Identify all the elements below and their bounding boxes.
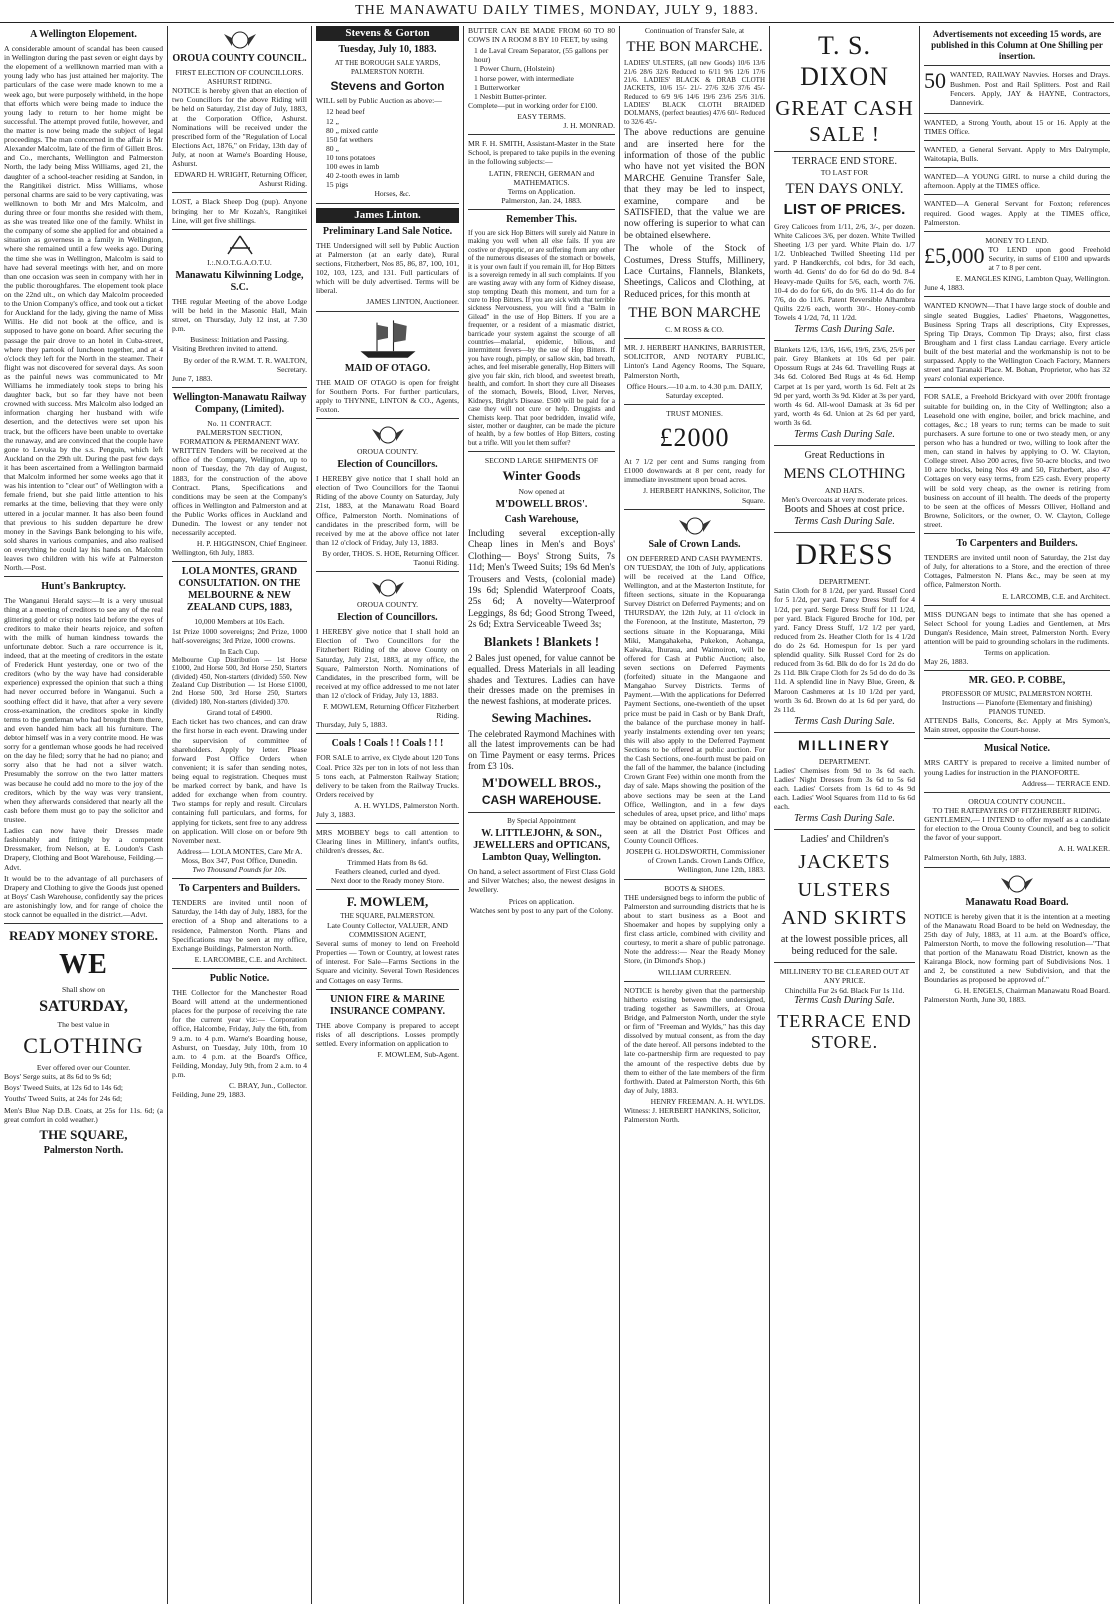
terms-5: Terms Cash During Sale.	[794, 813, 895, 825]
lodge-sign: By order of the R.W.M. T. R. WALTON, Secretary.	[183, 355, 307, 374]
butter-terms: EASY TERMS.	[517, 111, 566, 121]
stock-item: 80 „ mixed cattle	[326, 125, 379, 135]
remember-title: Remember This.	[506, 213, 577, 225]
terms-3: Terms Cash During Sale.	[794, 516, 895, 528]
to-last: TO LAST FOR	[820, 167, 869, 177]
great-cash-sale: GREAT CASH SALE !	[775, 96, 914, 146]
witness: Witness: J. HERBERT HANKINS, Solicitor, Palmerston North.	[624, 1106, 761, 1125]
lodge-date: June 7, 1883.	[172, 373, 213, 383]
crest-icon	[997, 872, 1037, 894]
clothing-item-4: Men's Blue Nap D.B. Coats, at 25s for 11s. 6d; (a great comfort in cold weather.)	[4, 1105, 163, 1124]
millinery-title: MILLINERY	[798, 736, 891, 753]
stevens-banner: Stevens & Gorton	[316, 26, 459, 41]
fifty: 50	[924, 68, 946, 94]
prices-4: Ladies' Chemises from 9d to 3s 6d each. Ladies' Night Dresses from 3s 6d to 5s 6d each. Ladies' Corsets from 1s 6d to 4s 9d each. Ladies' Wool Squares from 11d to 6s 6d each.	[774, 765, 915, 812]
walker-date: Palmerston North, 6th July, 1883.	[924, 853, 1027, 863]
dress-department: DEPARTMENT.	[818, 577, 871, 587]
lodge-business: Business: Initiation and Passing.	[190, 335, 289, 345]
crown-lands-title: Sale of Crown Lands.	[648, 538, 741, 550]
lodge-text: THE regular Meeting of the above Lodge will be held in the Masonic Hall, Main street, on Thursday, July 12 inst, at 7.30 p.m.	[172, 296, 307, 334]
public-notice-sign: C. BRAY, Jun., Collector.	[228, 1081, 307, 1091]
mowlem-sub: THE SQUARE, PALMERSTON.	[340, 912, 435, 921]
oroua-county-2: OROUA COUNTY.	[356, 600, 419, 610]
wanted-1: WANTED, RAILWAY Navvies. Horses and Drays. Bushmen. Post and Rail Splitters. Post and Rail Fencers. Apply, JAY & HAYNE, Contractors, Dannevirk.	[950, 70, 1110, 107]
union-sign: F. MOWLEM, Sub-Agent.	[377, 1049, 459, 1059]
coals-sign: A. H. WYLDS, Palmerston North.	[354, 801, 459, 811]
money-to-lend: MONEY TO LEND.	[985, 235, 1049, 245]
feathers: Feathers cleaned, curled and dyed.	[335, 866, 440, 876]
column-2	[168, 26, 312, 1604]
prices-1: Grey Calicoes from 1/11, 2/6, 3/-, per dozen. White Calicoes 3/6, per dozen. White Twilled Sheeting 1/3 per yard. White Plain do. 1/7 1/2. Unbleached Twilled Sheeting 11d per yard. P Handkerchfs, col bdrs, for 3d each, worth 4d. Gents' do do for 6d do do 9d. 8-4 Heavy-made Quilts for 5/6, each, worth 7/6. 10-4 do do for 6/6, do do 9/6. 11-4 do do for 7/6, do do 11/6. Patent Reversible Alhambra Quilts 22/6 each, worth 30/-. Honey-comb Towels 4 1/2d, 7d, 11 1/2d.	[774, 221, 915, 322]
mdowell-name: M'DOWELL BROS'.	[495, 498, 588, 510]
wanted-4: WANTED—A YOUNG GIRL to nurse a child during the afternoon. Apply at the TIMES office.	[924, 172, 1110, 191]
borough-yards: AT THE BOROUGH SALE YARDS, PALMERSTON NORTH.	[334, 59, 441, 76]
partnership-sign: HENRY FREEMAN. A. H. WYLDS.	[650, 1096, 765, 1106]
boots-text: THE undersigned begs to inform the public of Palmerston and surrounding districts that he is about to start business as a Boot and Shoemaker and hopes by supplying only a first class article, combined with civility and courtesy, to merit a share of public patronage. Note the address:— Near the Ready Money Store, (in Dimond's Shop.)	[624, 892, 765, 966]
crest-icon	[368, 423, 408, 445]
brickyard: FOR SALE, a Freehold Brickyard with over 200ft frontage suitable for building on, in the City of Wellington; also a Leasehold one with engine, boiler, and brick machine, and cottages, &c.; 18 years to run; terms can be made to suit purchasers. A sure fortune to one or two steady men, or any person who has a hundred or two, willing to look after the men, can stand in halves by applying to O. W. Clayton, College street. Also 200 acres, five 50-acre blocks, and two 10 acre blocks, being Nos 49 and 50, Fitzherbert, also 47 Cottages on very easy terms, from £25 cash. Every property will be sold very cheap, as the owner is retiring from business on account of ill health. The deeds of the property to be seen at the offices of Messrs Olliver, Holland and Browne, Solicitors, or the owner, O. W. Clayton, College street.	[924, 392, 1110, 529]
and-hats: AND HATS.	[824, 486, 865, 496]
ross-co: C. M ROSS & CO.	[665, 325, 724, 335]
wanted-2: WANTED, a Strong Youth, about 15 or 16. Apply at the TIMES Office.	[924, 117, 1110, 136]
election-title-1: Election of Councillors.	[337, 459, 438, 471]
column-3	[312, 26, 464, 1604]
carpenters-text: TENDERS are invited until noon of Saturday, the 14th day of July, 1883, for the erection of a Shop and alterations to a residence, Palmerston North. Plans and Specifications may be seen at my office, Exchange Buildings, Palmerston North.	[172, 898, 307, 953]
boots-cost: Boots and Shoes at cost price.	[784, 504, 905, 516]
mowlem-banner: F. MOWLEM,	[346, 893, 429, 909]
crest-icon	[220, 28, 260, 50]
terms-1: Terms Cash During Sale.	[794, 324, 895, 336]
stock-item: 12 „	[326, 116, 339, 126]
terms-4: Terms Cash During Sale.	[794, 715, 895, 727]
stock-item: 10 tons potatoes	[326, 153, 376, 163]
saturday-heading: SATURDAY,	[39, 998, 128, 1016]
winter-goods-title: Winter Goods	[502, 468, 581, 484]
maid-title: MAID OF OTAGO.	[344, 362, 431, 374]
lola-total: Grand total of £4900.	[206, 708, 273, 718]
dress-title: DRESS	[795, 538, 894, 572]
mowlem-text: Several sums of money to lend on Freehold Properties — Town or Country, at lowest rates of interest. For Sale—Farms Sections in the Square and vicinity. Several Town Residences and Cottages on easy Terms.	[316, 939, 459, 985]
stock-item: 12 head beef	[326, 107, 365, 117]
reduction-text: The above reductions are genuine and are inserted here for the information of those of the public who have not yet visited the BON MARCHE Genuine Transfer Sale, that they may be led to inspect, examine, compare and be SATISFIED, that the value we are now offering is superior to what can be obtained elsewhere.	[624, 128, 765, 241]
stock-item: 15 pigs	[326, 180, 349, 190]
column-4	[464, 26, 620, 1604]
butter-item: 1 Power Churn, (Holstein)	[474, 64, 555, 74]
hunt-text: The Wanganui Herald says:—It is a very unusual thing at a meeting of creditors to see any of the real glittering gold or crisp notes laid before the eyes of creditors to make their hearts rejoice, and soften with the milk of human kindness towards the unfortunate debtor. Such a rare occurrence is it, indeed, that at the meeting of creditors in the estate of Frederick Hunt yesterday, one or two of the creditors (who by the way have had considerable experience) expressed the opinion that such a thing had never occurred before in Wanganui. Such a soothing effect did it have, that after a very severe cross-examination, the creditors spoke in kindly terms to the gentleman who had brought them there, and even handed him back all his furniture. The debtor himself was in a very contrite mood. He was sorry for a gentleman whose goods he had received on the day he filed; sorry that he had no piano; and sorry also that he had not a silver watch. Presumably the sorrow on the two latter matters was because he could add no more to the joy of the creditors, which by the way was very transient, when they afterwards considered that nearly all the cash before them must go to pay the solicitor and trustee.	[4, 596, 163, 824]
lola-prizes: 1st Prize 1000 sovereigns; 2nd Prize, 1000 half-sovereigns; 3rd Prize, 1000 crowns.	[172, 626, 307, 645]
mdowell-bros: M'DOWELL BROS.,	[482, 774, 601, 790]
stock-item: 100 ewes in lamb	[326, 162, 380, 172]
elopement-title: A Wellington Elopement.	[30, 29, 137, 40]
railway-title: Wellington-Manawatu Railway Company, (Limited).	[172, 391, 307, 415]
two-thousand: £2000	[659, 422, 730, 452]
trust-text: At 7 1/2 per cent and Sums ranging from £1000 downwards at 8 per cent, ready for immediate investment upon broad acres.	[624, 457, 765, 485]
lodge-header: I.:.N.O.T.G.A.O.T.U.	[207, 257, 272, 267]
sale-date: Tuesday, July 10, 1883.	[338, 44, 437, 56]
lodge-title: Manawatu Kilwinning Lodge, S.C.	[175, 269, 304, 293]
special-appointment: By Special Appointment	[507, 816, 576, 825]
sewing-text: The celebrated Raymond Machines with all the latest improvements can be had on Time Payment or easy terms. Prices from £3 10s.	[468, 728, 615, 772]
linton-sign: JAMES LINTON, Auctioneer.	[366, 297, 459, 307]
carpenters-title: To Carpenters and Builders.	[178, 883, 301, 895]
wanted-3: WANTED, a General Servant. Apply to Mrs Dalrymple, Waitotapia, Bulls.	[924, 145, 1110, 164]
carpenters-2-sign: E. LARCOMB, C.E. and Architect.	[1002, 591, 1110, 601]
railway-contract: No. 11 CONTRACT.	[207, 418, 272, 428]
blankets-text: 2 Bales just opened, for value cannot be equalled. Dress Materials in all leading shades and Textures. Ladies can have their dresses made on the premises in the newest fashions, at moderate prices.	[468, 653, 615, 707]
ladies-children: Ladies' and Children's	[800, 834, 889, 846]
cobbe-title: MR. GEO. P. COBBE,	[968, 675, 1066, 687]
money-sign: E. MANGLES KING, Lambton Quay, Wellington.	[955, 274, 1110, 284]
election-title-2: Election of Councillors.	[337, 612, 438, 624]
railway-sign: H. P. HIGGINSON, Chief Engineer.	[196, 539, 307, 549]
public-notice-title: Public Notice.	[209, 973, 270, 984]
pianos-tuned: PIANOS TUNED.	[988, 707, 1046, 717]
mens-clothing: MENS CLOTHING	[783, 466, 906, 483]
skirts: AND SKIRTS	[781, 907, 908, 930]
walker: A. H. WALKER.	[1058, 844, 1110, 854]
coals-date: July 3, 1883.	[316, 810, 356, 820]
linton-banner: James Linton.	[316, 208, 459, 223]
column-5	[620, 26, 770, 1604]
lola-title: LOLA MONTES, GRAND CONSULTATION. ON THE MELBOURNE & NEW ZEALAND CUPS, 1883,	[178, 566, 301, 614]
bon-marche-title: THE BON MARCHE.	[626, 39, 763, 56]
cash-warehouse: Cash Warehouse,	[504, 513, 579, 525]
stock-item: 80 „	[326, 143, 339, 153]
election-text-1: I HEREBY give notice that I shall hold an election of Two Councillors for the Taonui Riding of the above County on Saturday, July 21st, 1883, at the Manawatu Road Board Office, Palmerston North. Nominations of candidates in the prescribed form, will be received by me at the above office not later than 12 o'clock of Friday, July 13, 1883.	[316, 474, 459, 547]
second-large: SECOND LARGE SHIPMENTS OF	[484, 456, 599, 466]
carpenters-2-title: To Carpenters and Builders.	[956, 538, 1078, 550]
ten-days: TEN DAYS ONLY.	[785, 180, 904, 197]
crown-lands-text: ON TUESDAY, the 10th of July, applications will be received at the Land Office, Wellington, and at the Masterton Institute, for fifteen sections, situate in the Kopuaranga Survey District on Deferred Payments; and on THURSDAY, the 12th July, at 11 o'clock in the Forenoon, at the Institute, Masterton, 79 sections situate in the Kopuaranga, Miki Miki, Mangahakeha, Pukekon, Aohanga, Kaiwaka, Ihuraua, and Waimoiron, will be offered for Cash at Public Auction; also, seven sections on Deferred Payments (forfeited) situate in the Mangaone and Mangahao Survey Districts. Terms of Payment.—With the applications for Deferred Payment Sections, one-twentieth of the upset price must be paid in Cash or by Bank Draft, the balance of the purchase money in half-yearly instalments extending over ten years; this will also apply to the Deferred Payment Sections to be offered at public auction. For the Cash Sections, one-fourth must be paid on the fall of the hammer, the balance (including Crown Grant Fee) within one month from the day of sale. Maps showing the position of the above sections may be seen at the Land Office, Wellington, and in a few days schedules of area, upset price, and litho' maps may be obtained on application, and may be seen at all the District Post Offices and County Council Offices.	[624, 562, 765, 846]
musical-notice: Musical Notice.	[983, 743, 1051, 755]
blankets-title: Blankets ! Blankets !	[483, 634, 600, 650]
crest-icon	[675, 514, 715, 536]
ready-money-heading: READY MONEY STORE.	[9, 928, 158, 944]
price-lines: LADIES' ULSTERS, (all new Goods) 10/6 13/6 21/6 28/6 32/6 Reduced to 6/11 9/6 12/6 17/6 21/6. LADIES' BLACK & DRAB CLOTH JACKETS, 10/6 15/- 21/- 27/6 32/6 37/6 45/- Reduced to 6/9 9/6 14/6 19/6 23/6 25/6 31/6. LADIES' BLACK CLOTH BRAIDED DOLMANS, (perfect beauties) 47/6 60/- Reduced to 32/6 45/-	[624, 59, 765, 126]
office-hours: Office Hours.—10 a.m. to 4.30 p.m. DAILY, Saturday excepted.	[626, 381, 763, 400]
dungan-terms: Terms on application.	[984, 648, 1050, 658]
carpenters-2-text: TENDERS are invited until noon of Saturday, the 21st day of July, for alterations to a Store, and the erection of three Cottages, Palmerston N. Plans &c., may be seen at my office, Palmerston North.	[924, 553, 1110, 590]
partnership-text: NOTICE is hereby given that the partnership hitherto existing between the undersigned, trading together as Sawmillers, at Oroua Bridge, and Palmerston North, under the style or firm of "Freeman and Wylds," has this day dissolved by mutual consent, as from the day of the date hereof. All persons indebted to the late co-partnership firm are requested to pay the amount of the respective debts due by them to either of the late members of the firm forthwith. Dated at Palmerston North, this 6th day of July, 1883.	[624, 985, 765, 1095]
advantage-text: It would be to the advantage of all purchasers of Drapery and Clothing to give the Goods just opened at Boys' Cash Warehouse, confidently say the prices are astonishingly low, and for range of choice the stock cannot be equalled in the district.—Advt.	[4, 873, 163, 920]
prices-2: Blankets 12/6, 13/6, 16/6, 19/6, 23/6, 25/6 per pair. Grey Blankets at 10s 6d per pair. Opossum Rugs at 24s 6d. Travelling Rugs at 34s 6d. Colored Bed Rugs at 4s 6d. Hemp Carpet at 1s per yard, worth 1s 6d. Felt at 2s 9d per yard, worth 3s 9d. Kider at 3s per yard, worth 4s 6d. All-wool Damask at 3s 6d per yard, worth 4s 6d. Union at 2s 6d per yard, worth 3s 6d.	[774, 345, 915, 427]
railway-text: WRITTEN Tenders will be received at the office of the Company, Wellington, up to noon of Tuesday, the 7th day of August, 1883, for the construction of the above Contract. Plans, Specifications and conditions may be seen at the Company's offices in Wellington and Palmerston and at the Public Works offices in Auckland and Dunedin. The lowest or any tender not necessarily accepted.	[172, 446, 307, 538]
butter-text: BUTTER CAN BE MADE FROM 60 TO 80 COWS IN A ROOM 8 BY 10 FEET, by using	[468, 26, 615, 45]
prices-3: Satin Cloth for 8 1/2d, per yard. Russel Cord for 5 1/2d, per yard. Fancy Dress Stuff for 4 1/2d, per yard. Serge Dress Stuff for 11 1/2d, per yard. Black Figured Broche for 10d, per yard. Fancy Dress Stuff, 1/2 1/2 per yard, reduced from 2s. Heather Cloth for 1s 4 1/2d do do 2s 6d. Homespun for 1s per yard splendid quality. Silk Russel Cord for 2s do reduced from 3s 6d. Blk do do for 1s 2d do do 2s 11d. Blk Crape Cloth for 2s 5d do do do 3s 11d. A splendid line in Navy Blue, Green, & Maroon Cashmeres at 1s 10 1/2d per yard, worth 3s 6d. Brown do at 1s 6d per yard, do 2s 11d.	[774, 586, 915, 714]
butter-item: 1 Nesbitt Butter-printer.	[474, 91, 547, 101]
ship-icon	[353, 316, 423, 360]
littlejohn-prices: Prices on application.	[508, 896, 575, 906]
land-sale-title: Preliminary Land Sale Notice.	[322, 225, 453, 237]
column-1	[0, 26, 168, 1604]
wanted-5: WANTED—A General Servant for Foxton; references required. Good wages. Apply at the TIMES office, Palmerston.	[924, 199, 1110, 227]
great-reductions: Great Reductions in	[804, 450, 885, 462]
butter-item: 1 horse power, with intermediate	[474, 73, 574, 83]
ashurst-notice: NOTICE is hereby given that an election of two Councillors for the above Riding will be held on Saturday, 21st day of July, 1883, at the Corporation Office, Ashurst. Nominations will be received under the prescribed form of the "Regulation of Local Elections Act, 1876," on Friday, 13th day of July, at noon at Warne's Boarding House, Ashurst.	[172, 86, 307, 169]
hankins-text: MR. J. HERBERT HANKINS, BARRISTER, SOLICITOR, AND NOTARY PUBLIC, Linton's Land Agency Rooms, The Square, Palmerston North,	[624, 343, 765, 380]
oroua-county-1: OROUA COUNTY.	[356, 446, 419, 456]
mowlem-collector: Late County Collector, VALUER, AND COMMISSION AGENT,	[327, 920, 448, 939]
crest-icon	[368, 576, 408, 598]
trust-monies: TRUST MONIES.	[666, 408, 723, 418]
smith-subjects: LATIN, FRENCH, GERMAN and MATHEMATICS.	[488, 168, 595, 187]
lost-dog-text: LOST, a Black Sheep Dog (pup). Anyone bringing her to Mr Kozah's, Rangitikei Line, will get five shillings.	[172, 197, 307, 225]
winter-text: Including several exception-ally Cheap lines in Men's and Boys' Clothing— Boys' Strong Suits, 7s 11d; Men's Tweed Suits; 19s 6d Men's Trousers and Vests, (colonial made) 19s 6d; Splendid Waterproof Coats, 25s 6d; A novelty—Waterproof Leggings, 8s 6d; Good Strong Tweed, 2s 6d; Extra Serviceable Tweed 3s;	[468, 528, 615, 631]
lola-each-cup: In Each Cup.	[219, 646, 260, 656]
ashurst-riding: ASHURST RIDING.	[207, 77, 272, 87]
will-sell: WILL sell by Public Auction as above:—	[316, 96, 442, 106]
lola-address: Address— LOLA MONTES, Care Mr A. Moss, Box 347, Post Office, Dunedin.	[176, 846, 303, 866]
bon-marche-2: THE BON MARCHE	[628, 305, 761, 322]
smith-terms: Terms on Application.	[507, 186, 576, 196]
elopement-text: A considerable amount of scandal has been caused in Wellington during the past seven or eight days by the elopement of a wellknown married man with a young lady who has just attained her majority. The particulars of the case were made known to me a week ago, but were purposely withheld, in the hope that efforts which were being made to induce the young lady to return to her home might be successful. The attempt proved futile, however, and the matter is now being made the subject of legal proceedings. The man concerned in the affair is Mr Alexander Malcolm, late of the firm of Gillett Bros. and Co., merchants, Wellington and Palmerston North, the lady being Miss Williams, aged 21, the daughter of a school-teacher residing at Sandon, in the Rangitikei district. Miss Williams, whose personal charms are said to be very captivating, was wellknown to both Mr and Mrs Malcolm, and during three or four months she resided with them, as she was treated like one of the family. Whilst in the company of some she applied for and obtained a situation as governess in a family in Wellington, where she remained until a few weeks ago. During the time she was in Wellington, Malcolm is said to have had several meetings with her, and on more than one occasion was seen in company with her in the public thoroughfares. The elopement took place on the 22nd ult., on which day Malcolm proceeded to the Union Company's office, and took out a ticket for Auckland for the lady, giving the name of Miss Willis. He did not book at the office, and is supposed to have gone on board. After securing the passage the pair drove to an hotel in Cuba-street, where they partook of luncheon together, and at 4 o'clock they left for the North in the steamer. Their flight was not discovered for several days. As soon as the painful news was communicated to Mr Williams he immediately took steps to bring his daughter back, but so far they have not been crowned with success. Mrs Malcolm also lodged an information charging her husband with wife desertion, and the detectives were set upon his track, but the officers have been unable to overtake the runaway, and are convinced that the couple have gone to Levuka by the s.s. Penguin, which left Auckland on the 29th ult. During the past few days it has been ascertained from a Wellington barmaid that Malcolm informed her some weeks ago that it was his intention to "clear out" of Wellington with a female friend, but she paid little attention to his remarks at the time, believing that they were only uttered in a jocular manner. It has also been found that previous to his sudden departure he drew money in the Savings Bank belonging to his wife, sold shares in various companies, and also realised on everything he could lay his hands on. Malcolm leaves two children with his wife at Palmerston North.—Post.	[4, 44, 163, 573]
crown-lands-sign: JOSEPH G. HOLDSWORTH, Commissioner of Crown Lands. Crown Lands Office, Wellington, June 12th, 1883.	[626, 847, 765, 875]
election-sign-1: By order, THOS. S. HOE, Returning Officer. Taonui Riding.	[322, 548, 459, 568]
butter-sign: J. H. MONRAD.	[563, 121, 615, 131]
five-thousand: £5,000	[924, 242, 985, 268]
best-value: The best value in	[57, 1019, 110, 1029]
boots-title: BOOTS & SHOES.	[664, 883, 725, 893]
first-election: FIRST ELECTION OF COUNCILLORS.	[175, 68, 304, 77]
clothing-heading: CLOTHING	[23, 1032, 144, 1058]
cobbe-instruction: Instructions — Pianoforte (Elementary and finishing)	[942, 698, 1092, 707]
terrace-end-store: TERRACE END STORE.	[777, 1010, 912, 1053]
lola-members: 10,000 Members at 10s Each.	[194, 617, 285, 627]
money-text: TO LEND upon good Freehold Security, in sums of £100 and upwards at 7 to 8 per cent.	[988, 244, 1110, 273]
hunt-title: Hunt's Bankruptcy.	[41, 581, 126, 593]
smith-text: MR F. H. SMITH, Assistant-Master in the State School, is prepared to take pupils in the evening in the following subjects:—	[468, 139, 615, 167]
masthead: THE MANAWATU DAILY TIMES, MONDAY, JULY 9, 1883.	[0, 0, 1114, 23]
clothing-item-3: Youths' Tweed Suits, at 24s for 24s 6d;	[4, 1094, 123, 1104]
attends-text: ATTENDS Balls, Concerts, &c. Apply at Mrs Symon's, Main street, opposite the Court-house.	[924, 716, 1110, 735]
engels: G. H. ENGELS, Chairman Manawatu Road Board.	[954, 986, 1110, 996]
ever-offered: Ever offered over our Counter.	[36, 1063, 131, 1073]
millinery-department: DEPARTMENT.	[818, 756, 871, 766]
ulsters: ULSTERS	[797, 879, 892, 902]
trimmed-hats: Trimmed Hats from 8s 6d.	[347, 857, 428, 867]
carty-address: Address— TERRACE END.	[1021, 778, 1110, 788]
dungan-date: May 26, 1883.	[924, 657, 969, 667]
clothing-item-2: Boys' Tweed Suits, at 12s 6d to 14s 6d;	[4, 1083, 124, 1093]
we-heading: WE	[59, 948, 108, 980]
chinchilla: Chinchilla Fur 2s 6d. Black Fur 1s 11d.	[784, 985, 905, 995]
curreen: WILLIAM CURREEN.	[658, 967, 731, 977]
littlejohn-text: On hand, a select assortment of First Class Gold and Silver Watches; also, the newest designs in Jewellery.	[468, 867, 615, 895]
littlejohn-watches: Watches sent by post to any part of the Colony.	[469, 905, 614, 915]
coals-text: FOR SALE to arrive, ex Clyde about 120 Tons Coal. Price 32s per ton in lots of not less than 5 tons each, at Palmerston Railway Station; delivery to be taken from the Railway Trucks. Orders received by	[316, 753, 459, 799]
ashurst-sign: EDWARD H. WRIGHT, Returning Officer, Ashurst Riding.	[174, 170, 307, 189]
coals-title: Coals ! Coals ! ! Coals ! ! !	[331, 738, 444, 750]
terms-6: Terms Cash During Sale.	[794, 994, 895, 1006]
ads-header: Advertisements not exceeding 15 words, are published in this Column at One Shilling per insertion.	[931, 29, 1103, 61]
mobbey-text: MRS MOBBEY begs to call attention to Clearing lines in Millinery, infant's outfits, children's dresses, &c.	[316, 828, 459, 856]
lola-cups: Melbourne Cup Distribution — 1st Horse £1000, 2nd Horse 500, 3rd Horse 250, Starters (divided) 450, Non-starters (divided) 550. New Zealand Cup Distribution — 1st Horse £1000, 2nd Horse 500, 3rd Horse 250, Starters (divided) 180, Non-starters (divided) 370.	[172, 655, 307, 706]
cash-warehouse-2: CASH WAREHOUSE.	[481, 793, 602, 808]
engels-date: Palmerston North, June 30, 1883.	[924, 995, 1026, 1005]
money-date: June 4, 1883.	[924, 283, 965, 293]
carty-text: MRS CARTY is prepared to receive a limited number of young Ladies for instruction in the PIANOFORTE.	[924, 758, 1110, 777]
whole-stock: The whole of the Stock of Costumes, Dress Stuffs, Millinery, Lace Curtains, Flannels, Blankets, Sheetings, Calicos and Clothing, at Reduced prices, for this month at	[624, 244, 765, 300]
gentlemen-text: GENTLEMEN,— I INTEND to offer myself as a candidate for election to the Oroua County Council, and beg to solicit the favor of your support.	[924, 814, 1110, 843]
butter-item: 1 Butterworker	[474, 82, 521, 92]
maid-text: THE MAID OF OTAGO is open for freight for Southern Ports. For further particulars, apply to THYNNE, LINTON & CO., Agents, Foxton.	[316, 377, 459, 414]
square-heading: THE SQUARE,	[39, 1126, 128, 1142]
now-opened: Now opened at	[518, 486, 565, 496]
remember-text: If you are sick Hop Bitters will surely aid Nature in making you well when all else fails. If you are costive or dyspeptic, or are suffering from any other of the numerous diseases of the stomach or bowels, it is your own fault if you remain ill, for Hop Bitters is a sovereign remedy in all such complaints. If you are wasting away with any form of Kidney disease, stop tempting Death this moment, and turn for a cure to Hop Bitters. If you are sick with that terrible sickness Nervousness, you will find a "Balm in Gilead" in the use of Hop Bitters. If you are a frequenter, or a resident of a miasmatic district, barricade your system against the scourge of all countries—malarial, epidemic, bilious, and intermittent fevers—by the use of Hop Bitters. If you have rough, pimply, or sallow skin, bad breath, aches, and feel miserable generally, Hop Bitters will give you fair skin, rich blood, and sweetest breath, health, and comfort. In short they cure all Diseases of the stomach, Bowels, Blood, Liver, Nerves, Kidneys, Bright's Disease. £500 will be paid for a case they will not cure or help. Druggists and Chemists keep. That poor bedridden, invalid wife, sister, mother or daughter, can be made the picture of health, by a few bottles of Hop Bitters, costing but a trifle. Will you let them suffer?	[468, 228, 615, 447]
oroua-council-3: OROUA COUNTY COUNCIL.	[968, 796, 1066, 806]
railway-date: Wellington, 6th July, 1883.	[172, 548, 255, 558]
carpenters-sign: E. LARCOMBE, C.E. and Architect.	[194, 954, 307, 964]
public-notice-text: THE Collector for the Manchester Road Board will attend at the undermentioned places for the purpose of receiving the rate for the current year viz:— Corporation office, Halcombe, Friday, July the 6th, from 9 a.m. to 4 p.m. Warne's Boarding house, Ashurst, on Tuesday, July 10th, from 10 a.m. to 4 p.m. at the Board's Office, Feilding, Monday, July 9th, from 2 a.m. to 4 p.m.	[172, 988, 307, 1079]
sewing-title: Sewing Machines.	[491, 710, 592, 726]
smith-date: Palmerston, Jan. 24, 1883.	[501, 195, 582, 205]
jackets: JACKETS	[798, 851, 891, 874]
next-door: Next door to the Ready money Store.	[330, 875, 445, 885]
public-notice-date: Feilding, June 29, 1883.	[172, 1090, 246, 1100]
continuation: Continuation of Transfer Sale, at	[644, 26, 745, 35]
shall-show: Shall show on	[61, 985, 106, 995]
wanted-known: WANTED KNOWN—That I have large stock of double and single seated Buggies, Ladies' Phaetons, Waggonettes, Business Spring Traps all descriptions, City Expresses, Spring Tip Drays, Common Tip Drays; also, first class Brougham and 1 first class Landau carriage. Every article built of the best material and the workmanship is not to be surpassed. Apply to the Wellington Coach Factory, Manners street and Taranaki Place. M. Bohan, Proprietor, who has 32 years' colonial experience.	[924, 301, 1110, 384]
lola-text: Each ticket has two chances, and can draw the first horse in each event. Drawing under the supervision of committee of shareholders. Apply by letter. Please forward Post Office Orders when convenient; it is safer than sending notes, being equal to registration. Cheques must be marked correct by bank, and have 1s added for exchange when from country. Two stamps for reply and result. Circulars containing full particulars, and forms, for applying for tickets, sent free to any address on application. Will close on or before 9th November next.	[172, 717, 307, 845]
union-title: UNION FIRE & MARINE INSURANCE COMPANY.	[329, 993, 445, 1017]
dungan-text: MISS DUNGAN begs to intimate that she has opened a Select School for young Ladies and Gentlemen, at Mrs Dungan's Residence, Main street, Palmerston North. Every attention will be paid to grounding scholars in the rudiments.	[924, 609, 1110, 646]
railway-formation: FORMATION & PERMANENT WAY.	[179, 437, 300, 447]
trust-sign: J. HERBERT HANKINS, Solicitor, The Square.	[643, 486, 765, 505]
column-7	[920, 26, 1114, 1604]
cobbe-sub: PROFESSOR OF MUSIC, PALMERSTON NORTH.	[941, 690, 1093, 699]
road-board-title: Manawatu Road Board.	[965, 896, 1069, 908]
election-text-2: I HEREBY give notice that I shall hold an Election of Two Councillors for the Fitzherbert Riding of the above County on Saturday, July 21st, 1883, at my office, the Square, Palmerston North. Nominations of Candidates, in the prescribed form, will be received at my office addressed to me not later than 12 o'clock of Friday, July 13, 1883.	[316, 627, 459, 701]
littlejohn-title: W. LITTLEJOHN, & SON., JEWELLERS and OPTICANS, Lambton Quay, Wellington.	[473, 828, 610, 864]
dressmaker-text: Ladies can now have their Dresses made fashionably and fittingly by a competent Dressmaker, from Nelson, at E. Loudon's Cash Drapery, Clothing and Boot Warehouse, Feilding.—Advt.	[4, 826, 163, 872]
stevens-subheading: Stevens and Gorton	[330, 78, 445, 93]
dixon-title: T. S. DIXON	[800, 31, 889, 92]
column-6	[770, 26, 920, 1604]
masonic-icon	[220, 234, 260, 256]
butter-complete: Complete—put in working order for £100.	[468, 100, 598, 110]
stock-item: Horses, &c.	[374, 189, 411, 199]
stock-item: 40 2-tooth ewes in lamb	[326, 171, 400, 181]
lodge-visiting: Visiting Brethren invited to attend.	[172, 344, 278, 354]
ratepayers: TO THE RATEPAYERS OF FITZHERBERT RIDING.	[932, 805, 1102, 815]
terms-2: Terms Cash During Sale.	[794, 429, 895, 441]
road-board-text: NOTICE is hereby given that it is the intention at a meeting of the Manawatu Road Board to be held on Wednesday, the 25th day of July, 1883, at 11 a.m. at the Board's office, Palmerston North, to move the following resolution—"That that portion of the Manawatu Road District, known as the Kairanga Block, now forming part of Subdivisions Nos. 1 and 2, be constituted a new Subdivision, and that the Boundaries as proposed be approved of."	[924, 911, 1110, 985]
union-text: THE above Company is prepared to accept risks of all descriptions. Losses promptly settled. Every information on application to	[316, 1020, 459, 1048]
lowest-prices: at the lowest possible prices, all being reduced for the sale.	[780, 934, 909, 958]
crown-lands-sub: ON DEFERRED AND CASH PAYMENTS.	[626, 553, 763, 563]
railway-section: PALMERSTON SECTION,	[196, 427, 283, 437]
clothing-item-1: Boys' Serge suits, at 8s 6d to 9s 6d;	[4, 1072, 112, 1082]
millinery-clear: MILLINERY TO BE CLEARED OUT AT ANY PRICE.	[779, 967, 910, 986]
stock-item: 150 fat wethers	[326, 134, 373, 144]
lola-footer: Two Thousand Pounds for 10s.	[192, 865, 287, 875]
list-of-prices: LIST OF PRICES.	[783, 200, 906, 218]
terrace-end: TERRACE END STORE.	[791, 155, 898, 167]
oroua-council-title: OROUA COUNTY COUNCIL.	[172, 53, 307, 64]
election-date-2: Thursday, July 5, 1883.	[316, 720, 388, 730]
palmerston-footer: Palmerston North.	[43, 1145, 124, 1157]
linton-text: THE Undersigned will sell by Public Auction at Palmerston (at an early date), Rural sections, Fitzherbert, Nos 85, 86, 87, 100, 101, 102, 103, 123, and 131. Full particulars of which will be duly advertised. Terms will be liberal.	[316, 240, 459, 296]
overcoats: Men's Overcoats at very moderate prices.	[781, 495, 908, 505]
butter-item: 1 de Laval Cream Separator, (55 gallons per hour)	[474, 46, 609, 65]
election-sign-2: F. MOWLEM, Returning Officer Fitzherbert Riding.	[323, 702, 459, 721]
